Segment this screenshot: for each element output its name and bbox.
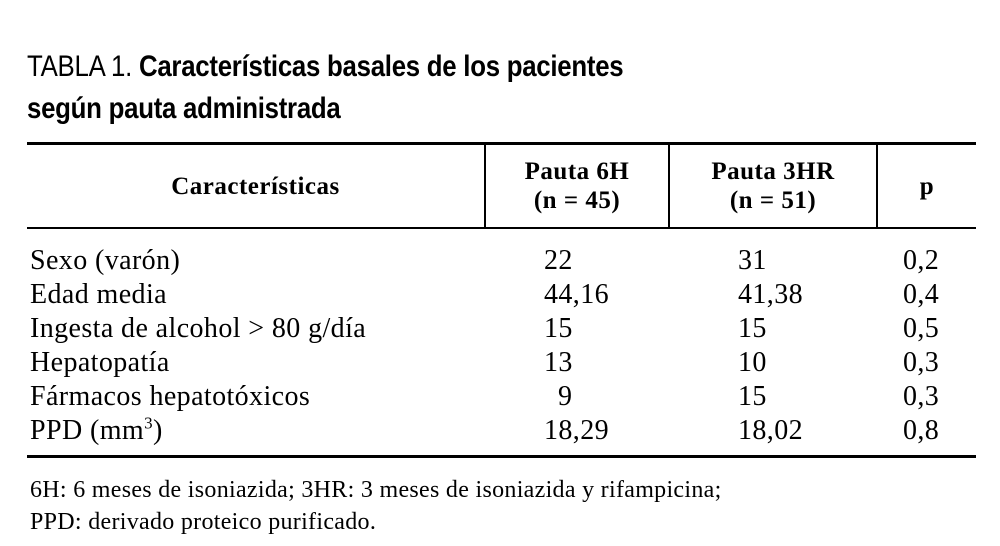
row-value-p: 0,5 bbox=[903, 313, 940, 344]
table-row bbox=[0, 244, 1000, 278]
table-row bbox=[0, 312, 1000, 346]
row-label-text: PPD (mm bbox=[30, 415, 145, 446]
row-value-6h: 13 bbox=[544, 347, 573, 378]
row-label: Ingesta de alcohol > 80 g/día bbox=[30, 313, 367, 344]
row-value-3hr: 31 bbox=[738, 245, 767, 276]
row-label: Edad media bbox=[30, 279, 167, 310]
row-value-p: 0,8 bbox=[903, 415, 940, 446]
row-value-p: 0,2 bbox=[903, 245, 940, 276]
header-pauta-6h-label: Pauta 6H bbox=[524, 158, 630, 185]
table-number: TABLA 1. bbox=[27, 50, 133, 83]
table-row bbox=[0, 380, 1000, 414]
header-pauta-6h bbox=[486, 145, 668, 227]
header-rule bbox=[27, 227, 976, 229]
row-label: Hepatopatía bbox=[30, 347, 170, 378]
row-value-p: 0,3 bbox=[903, 381, 940, 412]
table-row bbox=[0, 346, 1000, 380]
row-label-superscript: 3 bbox=[144, 413, 153, 433]
row-value-3hr: 41,38 bbox=[738, 279, 803, 310]
header-p-label: p bbox=[919, 172, 935, 200]
row-label-close: ) bbox=[152, 415, 163, 446]
row-value-6h: 18,29 bbox=[544, 415, 609, 446]
table-footnote bbox=[30, 474, 970, 538]
header-caracteristicas bbox=[27, 145, 484, 227]
header-pauta-3hr bbox=[670, 145, 876, 227]
row-value-6h: 44,16 bbox=[544, 279, 609, 310]
bottom-rule bbox=[27, 455, 976, 458]
header-p bbox=[878, 145, 976, 227]
row-value-3hr: 10 bbox=[738, 347, 767, 378]
row-value-3hr: 15 bbox=[738, 381, 767, 412]
title-line-1 bbox=[27, 46, 835, 88]
header-pauta-3hr-n: (n = 51) bbox=[729, 187, 817, 214]
row-label: Fármacos hepatotóxicos bbox=[30, 381, 311, 412]
footnote-line-2: PPD: derivado proteico purificado. bbox=[30, 509, 377, 535]
table-row bbox=[0, 414, 1000, 448]
row-value-6h: 15 bbox=[544, 313, 573, 344]
table-row bbox=[0, 278, 1000, 312]
footnote-line-1: 6H: 6 meses de isoniazida; 3HR: 3 meses de isoniazida y rifampicina; bbox=[30, 477, 722, 503]
header-pauta-3hr-label: Pauta 3HR bbox=[711, 158, 835, 185]
row-value-p: 0,3 bbox=[903, 347, 940, 378]
row-value-6h: 9 bbox=[558, 381, 573, 412]
header-pauta-6h-n: (n = 45) bbox=[533, 187, 621, 214]
row-value-6h: 22 bbox=[544, 245, 573, 276]
table-title bbox=[27, 46, 835, 130]
title-text-2: según pauta administrada bbox=[27, 92, 341, 125]
row-value-3hr: 18,02 bbox=[738, 415, 803, 446]
row-value-p: 0,4 bbox=[903, 279, 940, 310]
row-value-3hr: 15 bbox=[738, 313, 767, 344]
header-caracteristicas-label: Características bbox=[171, 172, 340, 200]
row-label: Sexo (varón) bbox=[30, 245, 181, 276]
title-text-1: Características basales de los pacientes bbox=[138, 50, 624, 83]
row-label bbox=[30, 414, 163, 448]
